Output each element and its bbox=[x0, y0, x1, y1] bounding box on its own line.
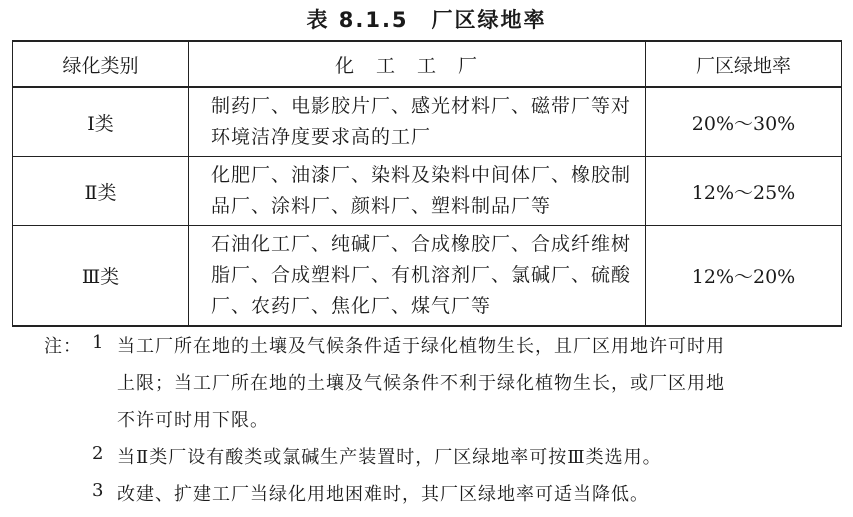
rate-cell: 12%～20% bbox=[646, 226, 842, 327]
note-text-line: 上限；当工厂所在地的土壤及气候条件不利于绿化植物生长，或厂区用地 bbox=[117, 373, 725, 394]
rate-cell: 12%～25% bbox=[646, 157, 842, 226]
header-green-category: 绿化类别 bbox=[13, 41, 189, 87]
note-text-line: 当Ⅱ类厂设有酸类或氯碱生产装置时，厂区绿地率可按Ⅲ类选用。 bbox=[117, 447, 662, 468]
factories-cell bbox=[189, 157, 646, 226]
note-text-line: 不许可时用下限。 bbox=[117, 410, 269, 431]
header-green-rate: 厂区绿地率 bbox=[646, 41, 842, 87]
factories-text: 制药厂、电影胶片厂、感光材料厂、磁带厂等对环境洁净度要求高的工厂 bbox=[211, 95, 632, 148]
note-number: 2 bbox=[92, 443, 105, 464]
green-rate-table bbox=[12, 40, 842, 327]
notes-prefix: 注： bbox=[44, 336, 82, 357]
header-chemical-factory-text: 化工工厂 bbox=[334, 54, 499, 77]
factories-text: 化肥厂、油漆厂、染料及染料中间体厂、橡胶制品厂、涂料厂、颜料厂、塑料制品厂等 bbox=[211, 164, 632, 217]
note-number: 3 bbox=[92, 480, 105, 501]
category-cell: Ⅰ类 bbox=[13, 87, 189, 157]
table-row bbox=[13, 157, 842, 226]
category-cell: Ⅲ类 bbox=[13, 226, 189, 327]
factories-cell bbox=[189, 87, 646, 157]
category-cell: Ⅱ类 bbox=[13, 157, 189, 226]
table-row bbox=[13, 87, 842, 157]
note-text-line: 当工厂所在地的土壤及气候条件适于绿化植物生长，且厂区用地许可时用 bbox=[117, 336, 725, 357]
note-number: 1 bbox=[92, 332, 105, 353]
table-header-row bbox=[13, 41, 842, 87]
table-title: 表 8.1.5 厂区绿地率 bbox=[306, 8, 547, 32]
note-text-line: 改建、扩建工厂当绿化用地困难时，其厂区绿地率可适当降低。 bbox=[117, 484, 649, 505]
factories-cell bbox=[189, 226, 646, 327]
header-chemical-factory bbox=[189, 41, 646, 87]
table-row bbox=[13, 226, 842, 327]
factories-text: 石油化工厂、纯碱厂、合成橡胶厂、合成纤维树脂厂、合成塑料厂、有机溶剂厂、氯碱厂、硫酸厂、农药厂、焦化厂、煤气厂等 bbox=[211, 233, 632, 317]
rate-cell: 20%～30% bbox=[646, 87, 842, 157]
